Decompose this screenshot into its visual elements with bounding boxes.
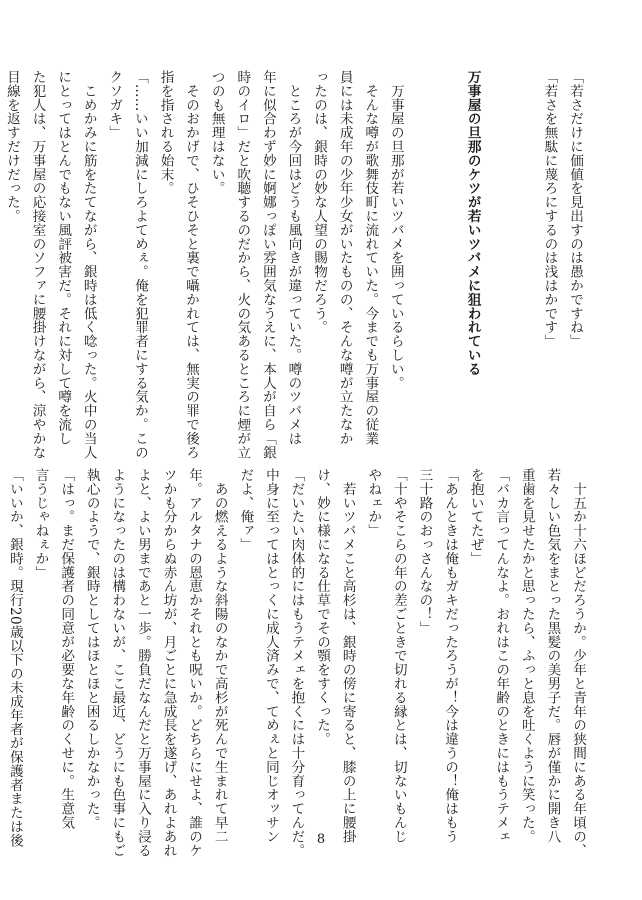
blank-line bbox=[485, 70, 511, 430]
text-line: そのおかげで、ひそひそと裏で囁かれては、無実の罪で後ろ bbox=[183, 70, 200, 460]
text-line: ところが今回はどうも風向きが違っていた。噂のツバメは bbox=[285, 70, 302, 446]
text-line: 執心のようで、銀時としてはほとほと困るしかなかった。 bbox=[83, 468, 100, 830]
text-line: た犯人は、万事屋の応接室のソファに腰掛けながら、涼やかな bbox=[29, 70, 46, 460]
text-line: 「若さだけに価値を見出すのは愚かですね」 bbox=[567, 70, 583, 348]
text-line: そんな噂が歌舞伎町に流れていた。今までも万事屋の従業 bbox=[362, 70, 379, 446]
text-line: 「若さを無駄に蔑ろにするのは浅はかです」 bbox=[541, 70, 558, 348]
bottom-text-block bbox=[6, 468, 590, 858]
blank-line bbox=[510, 70, 536, 430]
text-line: 言うじゃねぇか」 bbox=[32, 468, 49, 580]
text-line: 「……いい加減にしろよてめぇ。俺を犯罪者にする気か。この bbox=[131, 70, 148, 460]
text-line: 目線を返すだけだった。 bbox=[3, 70, 20, 223]
text-line: 「十やそこらの年の差ごときで切れる縁とは、切ないもんじ bbox=[390, 468, 407, 844]
text-line: 「バカ言ってんなよ。おれはこの年齢のときにはもうテメェ bbox=[493, 468, 510, 844]
text-line: よと、よい男まであと一歩。勝負だなんだと万事屋に入り浸る bbox=[134, 468, 151, 858]
text-line: だよ、俺ァ」 bbox=[237, 468, 254, 552]
text-line: 年。アルタナの恩恵かそれとも呪いか。どちらにせよ、誰のケ bbox=[186, 468, 203, 858]
text-line: 重歯を見せたかと思ったら、ふっと息を吐くように笑った。 bbox=[518, 468, 535, 844]
text-line: 若いツバメこと高杉は、銀時の傍に寄ると、膝の上に腰掛 bbox=[339, 468, 356, 844]
text-line: ようになったのは構わないが、ここ最近、どうにも色事にもご bbox=[109, 468, 126, 858]
text-line: 十五か十六ほどだろうか。少年と青年の狭間にある年頃の、 bbox=[570, 468, 586, 858]
section-heading: 万事屋の旦那のケツが若いツバメに狙われている bbox=[464, 70, 481, 376]
text-line: 「あんときは俺もガキだったろうが！今は違うの！俺はもう bbox=[442, 468, 459, 844]
text-line: 年に似合わず妙に婀娜っぽい雰囲気なうえに、本人が自ら「銀 bbox=[259, 70, 276, 460]
text-line: け、妙に様になる仕草でその顎をすくった。 bbox=[314, 468, 331, 746]
text-line: 三十路のおっさんなの！」 bbox=[416, 468, 433, 635]
text-line: にとってはとんでもない風評被害だ。それに対して噂を流し bbox=[55, 70, 72, 446]
text-line: こめかみに筋をたてながら、銀時は低く唸った。火中の当人 bbox=[80, 70, 97, 460]
top-text-block bbox=[3, 70, 587, 460]
text-line: つのも無理はない。 bbox=[208, 70, 225, 196]
page-number: 8 bbox=[316, 832, 326, 847]
text-line: 「だいたい肉体的にはもうテメェを抱くには十分育ってんだ。 bbox=[288, 468, 305, 858]
text-line: あの燃えるような斜陽のなかで高杉が死んで生まれて早二 bbox=[211, 468, 228, 844]
text-line: 員には未成年の少年少女がいたものの、そんな噂が立たなか bbox=[336, 70, 353, 446]
text-line: 指を指される始末。 bbox=[157, 70, 174, 196]
text-line: ツかも分からぬ赤ん坊が、月ごとに急成長を遂げ、あれよあれ bbox=[160, 468, 177, 858]
text-line: を抱いてたぜ」 bbox=[467, 468, 484, 566]
text-line: ったのは、銀時の妙な人望の賜物だろう。 bbox=[311, 70, 328, 335]
text-line: 「はっ。まだ保護者の同意が必要な年齢のくせに。生意気 bbox=[58, 468, 75, 830]
text-line: やねェか」 bbox=[365, 468, 382, 538]
text-line: 中身に至ってはとっくに成人済みで、てめぇと同じオッサン bbox=[262, 468, 279, 844]
text-line: 時のイロ」だと吹聴するのだから、火の気あるところに煙が立 bbox=[234, 70, 251, 460]
text-line: 万事屋の旦那が若いツバメを囲っているらしい。 bbox=[387, 70, 404, 390]
text-line: クソガキ」 bbox=[106, 70, 123, 140]
blank-line bbox=[408, 70, 434, 430]
blank-line bbox=[433, 70, 459, 430]
text-line: 「いいか、銀時。現行20歳以下の未成年者が保護者または後 bbox=[6, 468, 23, 848]
text-line: 若々しい色気をまとった黒髪の美男子だ。唇が僅かに開き八 bbox=[544, 468, 561, 844]
